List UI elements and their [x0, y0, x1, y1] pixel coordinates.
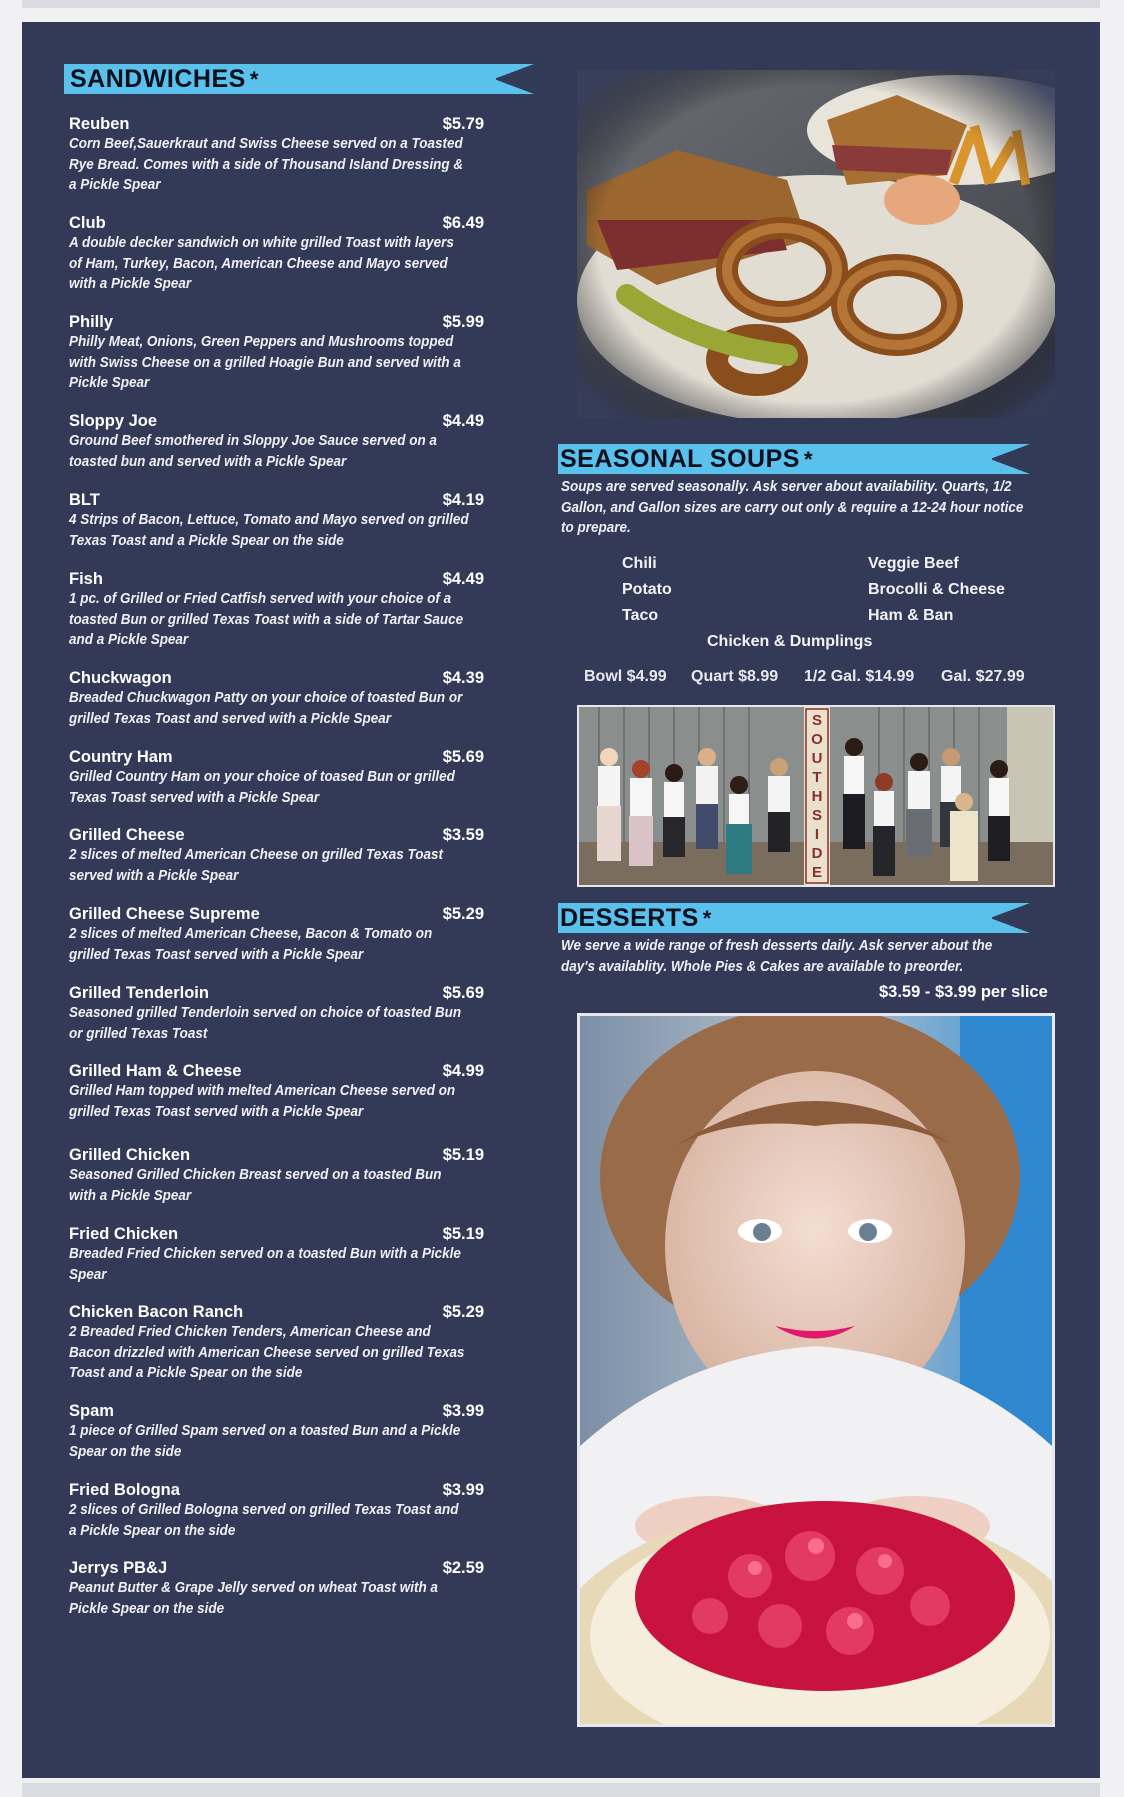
sign-letter: E	[811, 864, 823, 881]
soup-item: Chili	[622, 555, 657, 572]
item-name: Grilled Cheese Supreme	[69, 905, 260, 923]
item-price: $2.59	[442, 1559, 484, 1577]
sign-letter: H	[811, 788, 823, 805]
menu-item	[69, 748, 499, 808]
desserts-title: DESSERTS *	[560, 904, 712, 932]
item-name: Fried Bologna	[69, 1481, 180, 1499]
menu-item	[69, 570, 499, 651]
soup-item: Ham & Ban	[868, 607, 954, 624]
item-price: $5.19	[442, 1225, 484, 1243]
soup-item: Chicken & Dumplings	[707, 633, 873, 650]
menu-item	[69, 1146, 499, 1206]
item-name: BLT	[69, 491, 100, 509]
dessert-price: $3.59 - $3.99 per slice	[879, 983, 1048, 1001]
item-price: $5.29	[442, 1303, 484, 1321]
item-description: 1 pc. of Grilled or Fried Catfish served with your choice of a toasted Bun or grilled Texas Toast with a side of Tartar Sauce and a Pickle Spear	[69, 591, 464, 648]
item-price: $4.39	[442, 669, 484, 687]
item-description: Grilled Ham topped with melted American Cheese served on grilled Texas Toast served with a Pickle Spear	[69, 1083, 456, 1120]
item-price: $3.99	[442, 1402, 484, 1420]
item-name: Fried Chicken	[69, 1225, 179, 1243]
item-price: $4.49	[442, 412, 484, 430]
item-description: Grilled Country Ham on your choice of toased Bun or grilled Texas Toast served with a Pickle Spear	[69, 769, 455, 806]
soup-item: Veggie Beef	[868, 555, 959, 572]
item-description: Breaded Chuckwagon Patty on your choice of toasted Bun or grilled Texas Toast and served with a Pickle Spear	[69, 690, 463, 727]
soup-price-half-gallon: 1/2 Gal. $14.99	[804, 668, 915, 685]
sign-letter: S	[811, 712, 823, 729]
item-description: Seasoned grilled Tenderloin served on choice of toasted Bun or grilled Texas Toast	[69, 1005, 462, 1042]
item-name: Grilled Tenderloin	[69, 984, 209, 1002]
item-price: $3.59	[442, 826, 484, 844]
item-price: $5.79	[442, 115, 484, 133]
soups-title: SEASONAL SOUPS *	[560, 445, 813, 473]
item-price: $6.49	[442, 214, 484, 232]
item-price: $5.29	[442, 905, 484, 923]
soup-price-bowl: Bowl $4.99	[584, 668, 667, 685]
item-price: $5.69	[442, 748, 484, 766]
menu-item	[69, 1062, 499, 1122]
item-description: 1 piece of Grilled Spam served on a toasted Bun and a Pickle Spear on the side	[69, 1423, 461, 1460]
item-name: Chuckwagon	[69, 669, 172, 687]
item-price: $4.49	[442, 570, 484, 588]
soup-price-gallon: Gal. $27.99	[941, 668, 1025, 685]
menu-item	[69, 984, 499, 1044]
item-name: Reuben	[69, 115, 130, 133]
item-description: Ground Beef smothered in Sloppy Joe Sauce served on a toasted bun and served with a Pickle Spear	[69, 433, 437, 470]
item-price: $5.69	[442, 984, 484, 1002]
item-description: 4 Strips of Bacon, Lettuce, Tomato and Mayo served on grilled Texas Toast and a Pickle Spear on the side	[69, 512, 469, 549]
item-name: Chicken Bacon Ranch	[69, 1303, 244, 1321]
item-description: Philly Meat, Onions, Green Peppers and Mushrooms topped with Swiss Cheese on a grilled Hoagie Bun and served with a Pickle Spear	[69, 334, 461, 391]
item-name: Grilled Ham & Cheese	[69, 1062, 242, 1080]
menu-item	[69, 313, 499, 394]
item-description: Seasoned Grilled Chicken Breast served on a toasted Bun with a Pickle Spear	[69, 1167, 442, 1204]
item-name: Country Ham	[69, 748, 173, 766]
sandwiches-title: SANDWICHES *	[70, 65, 259, 93]
item-description: A double decker sandwich on white grilled Toast with layers of Ham, Turkey, Bacon, American Cheese and Mayo served with a Pickle Spear	[69, 235, 454, 292]
menu-item	[69, 1559, 499, 1619]
item-description: Corn Beef,Sauerkraut and Swiss Cheese served on a Toasted Rye Bread. Comes with a side of Thousand Island Dressing & a Pickle Spear	[69, 136, 464, 193]
menu-item	[69, 412, 499, 472]
menu-item	[69, 826, 499, 886]
menu-item	[69, 1303, 499, 1384]
soup-item: Taco	[622, 607, 659, 624]
staff-group-photo	[577, 705, 1055, 887]
item-price: $4.99	[442, 1062, 484, 1080]
item-description: 2 slices of melted American Cheese on grilled Texas Toast served with a Pickle Spear	[69, 847, 443, 884]
item-name: Jerrys PB&J	[69, 1559, 168, 1577]
item-price: $4.19	[442, 491, 484, 509]
item-name: Grilled Chicken	[69, 1146, 191, 1164]
desserts-note: We serve a wide range of fresh desserts daily. Ask server about the day's availablity. Whole Pies & Cakes are available to preorder.	[561, 938, 993, 975]
reuben-plate-photo	[577, 70, 1055, 418]
menu-item	[69, 1481, 499, 1541]
item-name: Philly	[69, 313, 114, 331]
item-description: Breaded Fried Chicken served on a toasted Bun with a Pickle Spear	[69, 1246, 461, 1283]
sign-letter: S	[811, 807, 823, 824]
soups-banner	[558, 444, 1030, 474]
menu-panel	[22, 22, 1100, 1778]
menu-item	[69, 905, 499, 965]
menu-item	[69, 491, 499, 551]
item-description: Peanut Butter & Grape Jelly served on wheat Toast with a Pickle Spear on the side	[69, 1580, 438, 1617]
item-price: $3.99	[442, 1481, 484, 1499]
menu-item	[69, 1225, 499, 1285]
item-name: Sloppy Joe	[69, 412, 158, 430]
top-divider	[22, 0, 1100, 8]
sign-letter: O	[811, 731, 823, 748]
soup-item: Potato	[622, 581, 672, 598]
item-name: Spam	[69, 1402, 114, 1420]
bottom-divider	[22, 1783, 1100, 1797]
sign-letter: I	[814, 826, 820, 843]
item-description: 2 slices of melted American Cheese, Bacon & Tomato on grilled Texas Toast served with a Pickle Spear	[69, 926, 433, 963]
sign-letter: U	[811, 750, 823, 767]
sandwiches-banner	[64, 64, 534, 94]
sign-letter: T	[812, 769, 822, 786]
item-name: Grilled Cheese	[69, 826, 185, 844]
soups-note: Soups are served seasonally. Ask server about availability. Quarts, 1/2 Gallon, and Gallon sizes are carry out only & require a 12-24 hour notice to prepare.	[561, 479, 1024, 536]
item-name: Club	[69, 214, 106, 232]
soup-item: Brocolli & Cheese	[868, 581, 1005, 598]
desserts-banner	[558, 903, 1030, 933]
item-description: 2 Breaded Fried Chicken Tenders, American Cheese and Bacon drizzled with American Cheese served on grilled Texas Toast and a Pickle Spear on the side	[69, 1324, 465, 1381]
cheesecake-photo	[577, 1013, 1055, 1727]
item-price: $5.99	[442, 313, 484, 331]
sign-letter: D	[811, 845, 823, 862]
menu-item	[69, 669, 499, 729]
menu-item	[69, 115, 499, 196]
item-name: Fish	[69, 570, 103, 588]
soup-price-quart: Quart $8.99	[691, 668, 779, 685]
menu-item	[69, 1402, 499, 1462]
item-description: 2 slices of Grilled Bologna served on grilled Texas Toast and a Pickle Spear on the side	[69, 1502, 459, 1539]
menu-item	[69, 214, 499, 295]
item-price: $5.19	[442, 1146, 484, 1164]
